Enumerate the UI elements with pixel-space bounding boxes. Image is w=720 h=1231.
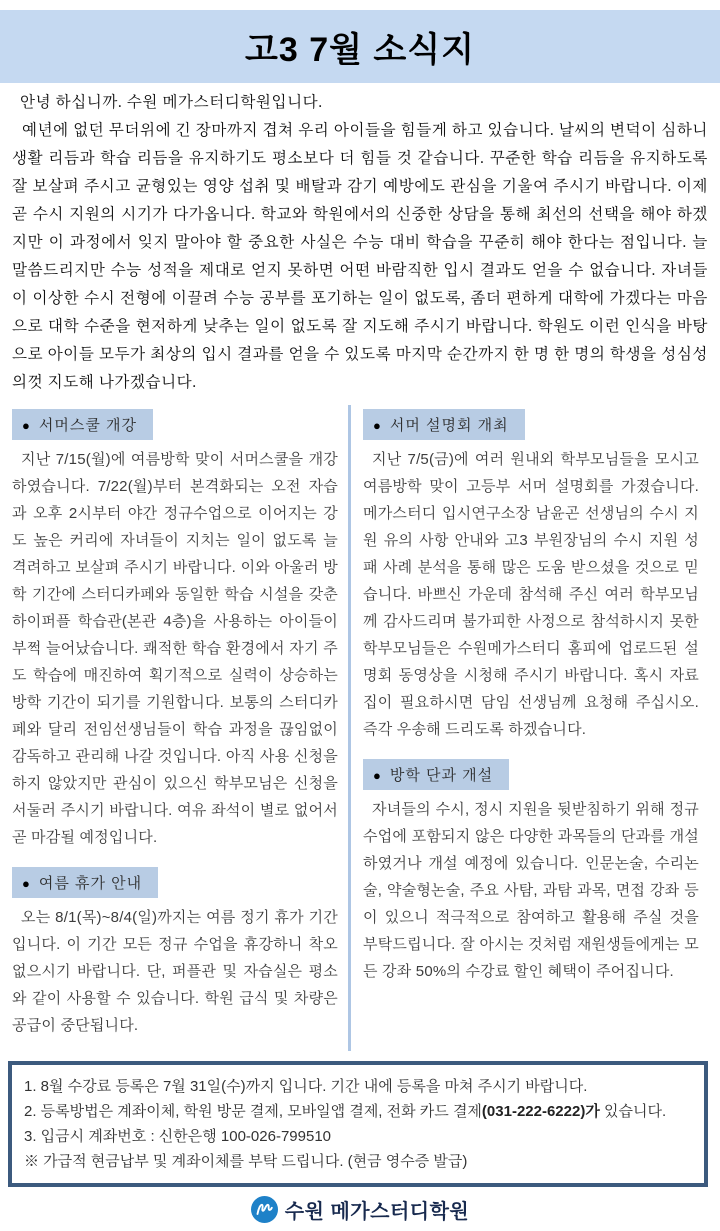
notice-line-payment-methods bbox=[24, 1099, 692, 1124]
section-body-summer-school: 지난 7/15(월)에 여름방학 맞이 서머스쿨을 개강하였습니다. 7/22(월)부터 본격화되는 오전 자습 과 오후 2시부터 야간 정규수업으로 이어지는 강도 높은 커리에 자녀들이 지치는 일이 없도록 늘 격려하고 보살펴 주시기 바랍니다. 이와 아울러 방학 기간에 스터디카페와 동일한 학습 시설을 갖춘 하이퍼플 학습관(본관 4층)을 사용하는 아이들이 부쩍 늘어났습니다. 쾌적한 학습 환경에서 자기 주도 학습에 매진하여 획기적으로 실력이 상승하는 방학 기간이 되기를 기원합니다. 보통의 스터디카페와 달리 전임선생님들이 학습 과정을 끊임없이 감독하고 관리해 나갈 것입니다. 아직 사용 신청을 하지 않았지만 관심이 있으신 학부모님은 신청을 서둘러 주시기 바랍니다. 여유 좌석이 별로 없어서 곧 마감될 예정입니다. bbox=[12, 451, 338, 846]
phone-number: (031-222-6222)가 bbox=[481, 1103, 600, 1120]
footer bbox=[0, 1187, 720, 1231]
section-title-briefing: 서머 설명회 개최 bbox=[389, 417, 509, 434]
payment-methods-suffix: 있습니다. bbox=[599, 1103, 667, 1120]
right-column bbox=[351, 405, 699, 1051]
bullet-icon: ● bbox=[22, 876, 31, 891]
section-title-summer-break: 여름 휴가 안내 bbox=[38, 875, 143, 892]
megastudy-logo-icon bbox=[251, 1196, 278, 1223]
header-banner bbox=[0, 10, 720, 83]
notice-line-cash-request: ※ 가급적 현금납부 및 계좌이체를 부탁 드립니다. (현금 영수증 발급) bbox=[24, 1153, 468, 1170]
notice-box bbox=[8, 1061, 708, 1187]
footer-academy-name: 수원 메가스터디학원 bbox=[284, 1200, 470, 1223]
section-header-summer-break bbox=[12, 867, 158, 898]
section-body-summer-break: 오는 8/1(목)~8/4(일)까지는 여름 정기 휴가 기간입니다. 이 기간 모든 정규 수업을 휴강하니 착오 없으시기 바랍니다. 단, 퍼플관 및 자습실은 평소와 같이 사용할 수 있습니다. 학원 급식 및 차량은 공급이 중단됩니다. bbox=[12, 909, 338, 1034]
page-title: 고3 7월 소식지 bbox=[245, 31, 475, 69]
bullet-icon: ● bbox=[373, 418, 382, 433]
section-header-single-courses bbox=[363, 759, 509, 790]
notice-line-registration-deadline: 1. 8월 수강료 등록은 7월 31일(수)까지 입니다. 기간 내에 등록을 마쳐 주시기 바랍니다. bbox=[24, 1078, 588, 1095]
intro-paragraph: 예년에 없던 무더위에 긴 장마까지 겹쳐 우리 아이들을 힘들게 하고 있습니다. 날씨의 변덕이 심하니 생활 리듬과 학습 리듬을 유지하기도 평소보다 더 힘들 것 같습니다. 꾸준한 학습 리듬을 유지하도록 잘 보살펴 주시고 균형있는 영양 섭취 및 배탈과 감기 예방에도 관심을 기울여 주시기 바랍니다. 이제 곧 수시 지원의 시기가 다가옵니다. 학교와 학원에서의 신중한 상담을 통해 최선의 선택을 해야 하겠지만 이 과정에서 잊지 말아야 할 중요한 사실은 수능 대비 학습을 꾸준히 해야 한다는 점입니다. 늘 말씀드리지만 수능 성적을 제대로 얻지 못하면 어떤 바람직한 입시 결과도 얻을 수 없습니다. 자녀들이 이상한 수시 전형에 이끌려 수능 공부를 포기하는 일이 없도록, 좀더 편하게 대학에 가겠다는 마음으로 대학 수준을 현저하게 낮추는 일이 없도록 잘 지도해 주시기 바랍니다. 학원도 이런 인식을 바탕으로 아이들 모두가 최상의 입시 결과를 얻을 수 있도록 마지막 순간까지 한 명 한 명의 학생을 성심성의껏 지도해 나가겠습니다. bbox=[12, 122, 708, 391]
bullet-icon: ● bbox=[373, 768, 382, 783]
section-body-single-courses: 자녀들의 수시, 정시 지원을 뒷받침하기 위해 정규 수업에 포함되지 않은 다양한 과목들의 단과를 개설하였거나 개설 예정에 있습니다. 인문논술, 수리논술, 약술형논술, 주요 사탐, 과탐 과목, 면접 강좌 등이 있으니 적극적으로 참여하고 활용해 주실 것을 부탁드립니다. 잘 아시는 것처럼 재원생들에게는 모든 강좌 50%의 수강료 할인 혜택이 주어집니다. bbox=[363, 801, 699, 980]
payment-methods-text: 2. 등록방법은 계좌이체, 학원 방문 결제, 모바일앱 결제, 전화 카드 결제 bbox=[24, 1103, 482, 1120]
section-title-single-courses: 방학 단과 개설 bbox=[389, 767, 494, 784]
section-header-briefing bbox=[363, 409, 525, 440]
section-title-summer-school: 서머스쿨 개강 bbox=[38, 417, 137, 434]
section-header-summer-school bbox=[12, 409, 153, 440]
two-column-area bbox=[0, 399, 720, 1051]
intro-section bbox=[0, 83, 720, 399]
section-body-briefing: 지난 7/5(금)에 여러 원내외 학부모님들을 모시고 여름방학 맞이 고등부 서머 설명회를 가졌습니다. 메가스터디 입시연구소장 남윤곤 선생님의 수시 지원 유의 사항 안내와 고3 부원장님의 수시 지원 성패 사례 분석을 통해 많은 도움 받으셨을 것으로 믿습니다. 바쁘신 가운데 참석해 주신 여러 학부모님께 감사드리며 불가피한 사정으로 참석하시지 못한 학부모님들은 수원메가스터디 홈피에 업로드된 설명회 동영상을 시청해 주시기 바랍니다. 혹시 자료집이 필요하시면 담임 선생님께 요청해 주십시오. 즉각 우송해 드리도록 하겠습니다. bbox=[363, 451, 699, 738]
left-column bbox=[12, 405, 348, 1051]
notice-line-bank-account: 3. 입금시 계좌번호 : 신한은행 100-026-799510 bbox=[24, 1128, 332, 1145]
intro-greeting: 안녕 하십니까. 수원 메가스터디학원입니다. bbox=[20, 94, 323, 111]
bullet-icon: ● bbox=[22, 418, 31, 433]
